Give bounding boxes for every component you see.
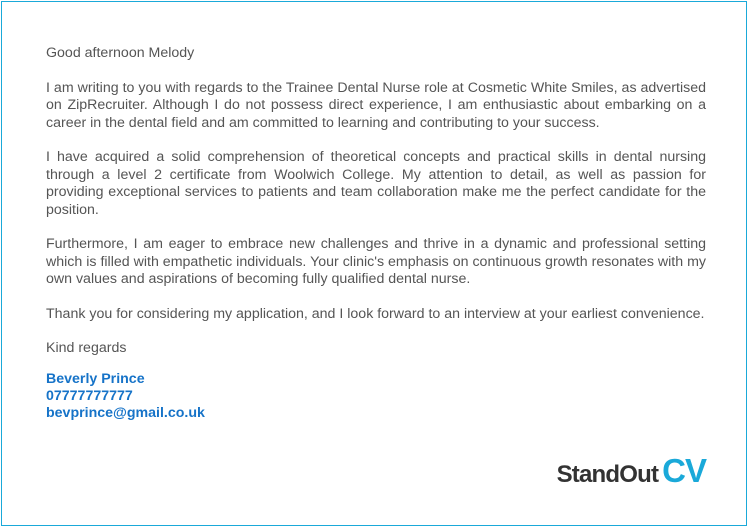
paragraph-motivation: Furthermore, I am eager to embrace new challenges and thrive in a dynamic and professional setting which is filled with empathetic individuals. Your clinic's emphasis on continuous growth resonates with my own values and aspirations of becoming fully qualified dental nurse. [46,236,706,287]
signature-block [46,371,706,422]
standout-cv-logo [557,452,706,492]
logo-wordmark: StandOut [556,461,659,488]
paragraph-closing: Thank you for considering my application, and I look forward to an interview at your earliest convenience. [46,305,705,322]
paragraph-qualifications: I have acquired a solid comprehension of theoretical concepts and practical skills in dental nursing through a level 2 certificate from Woolwich College. My attention to detail, as well as passion for providing exceptional services to patients and team collaboration make me the perfect candidate for the position. [46,149,706,218]
greeting: Good afternoon Melody [46,45,195,61]
cover-letter [46,45,706,422]
signoff: Kind regards [46,340,127,356]
signature-email: bevprince@gmail.co.uk [46,404,205,421]
signature-phone: 07777777777 [46,387,133,404]
paragraph-intro: I am writing to you with regards to the Trainee Dental Nurse role at Cosmetic White Smiles, as advertised on ZipRecruiter. Although I do not possess direct experience, I am enthusiastic about embarking on a career in the dental field and am committed to learning and contributing to your success. [46,79,706,131]
logo-accent: CV [662,452,706,489]
signature-name: Beverly Prince [46,370,145,387]
